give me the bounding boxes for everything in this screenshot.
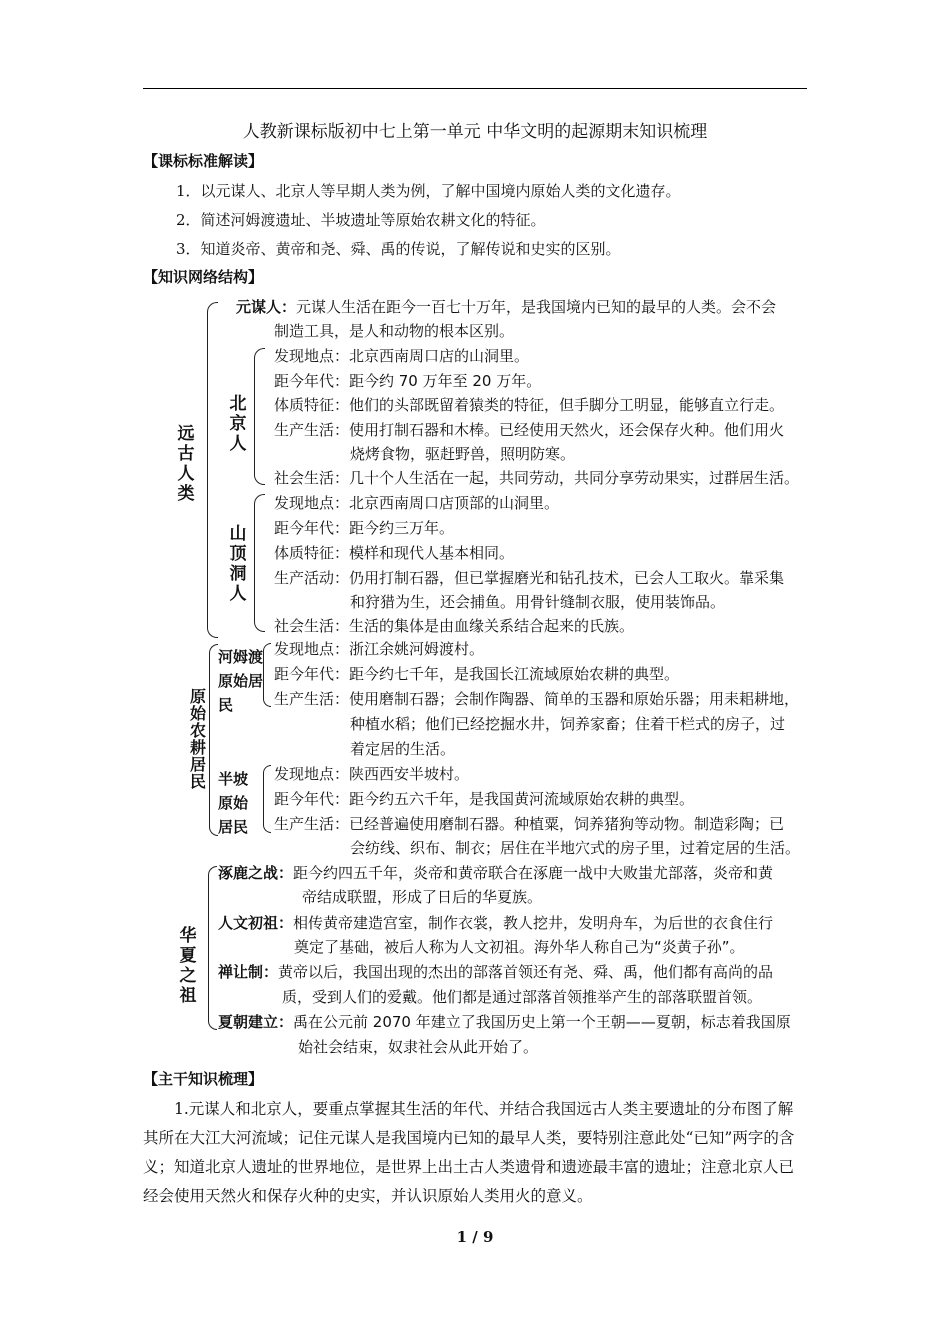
huaxia-3-line-2: 质，受到人们的爱戴。他们都是通过部落首领推举产生的部落联盟首领。 — [282, 988, 763, 1006]
brace-group-farming — [209, 644, 218, 836]
document-title: 人教新课标版初中七上第一单元 中华文明的起源期末知识梳理 — [242, 122, 708, 142]
vertical-label-char: 顶 — [229, 544, 247, 564]
beijing-row-6: 社会生活：几十个人生活在一起，共同劳动，共同分享劳动果实，过群居生活。 — [274, 469, 800, 487]
group-label-farming-residents — [188, 688, 208, 790]
vertical-label-char: 人 — [177, 464, 195, 484]
vertical-label-char: 华 — [179, 926, 197, 946]
beijing-row-3: 体质特征：他们的头部既留着猿类的特征，但手脚分工明显，能够直立行走。 — [274, 396, 785, 414]
page-number: 1 / 9 — [456, 1228, 494, 1246]
brace-hemudu — [263, 643, 271, 707]
beijing-row-5: 烧烤食物，驱赶野兽，照明防寒。 — [350, 445, 576, 463]
hemudu-row-2: 距今年代：距今约七千年，是我国长江流域原始农耕的典型。 — [274, 665, 680, 683]
vertical-label-char: 居 — [189, 755, 206, 774]
beijing-row-2: 距今年代：距今约 70 万年至 20 万年。 — [274, 372, 542, 390]
banpo-label-1: 半坡 — [218, 770, 249, 788]
hemudu-label-3: 民 — [218, 696, 234, 714]
hemudu-row-1: 发现地点：浙江余姚河姆渡村。 — [274, 640, 485, 658]
shanding-row-2: 距今年代：距今约三万年。 — [274, 519, 455, 537]
vertical-label-char: 人 — [229, 434, 247, 454]
brace-group-ancient — [207, 302, 218, 638]
vertical-label-char: 人 — [229, 584, 247, 604]
vertical-label-char: 始 — [189, 704, 206, 723]
banpo-row-2: 距今年代：距今约五六千年，是我国黄河流域原始农耕的典型。 — [274, 790, 695, 808]
standard-item-1: 1．以元谋人、北京人等早期人类为例，了解中国境内原始人类的文化遗存。 — [176, 182, 681, 200]
label-beijing-man — [228, 394, 248, 454]
huaxia-4-line-1: 夏朝建立：禹在公元前 2070 年建立了我国历史上第一个王朝——夏朝，标志着我国原 — [218, 1013, 791, 1031]
huaxia-4-line-2: 始社会结束，奴隶社会从此开始了。 — [298, 1038, 539, 1056]
hemudu-label-1: 河姆渡 — [218, 648, 264, 666]
banpo-label-2: 原始 — [218, 794, 249, 812]
brace-group-huaxia — [208, 866, 217, 1030]
huaxia-2-line-1: 人文初祖：相传黄帝建造宫室，制作衣裳，教人挖井，发明舟车，为后世的衣食住行 — [218, 914, 774, 932]
vertical-label-char: 民 — [189, 772, 206, 791]
standard-item-3: 3．知道炎帝、黄帝和尧、舜、禹的传说，了解传说和史实的区别。 — [176, 240, 621, 258]
vertical-label-char: 耕 — [189, 738, 206, 757]
banpo-row-3: 生产生活：已经普遍使用磨制石器。种植粟，饲养猪狗等动物。制造彩陶；已 — [274, 815, 785, 833]
vertical-label-char: 京 — [229, 414, 247, 434]
section-heading-network: 【知识网络结构】 — [143, 268, 264, 286]
shanding-row-1: 发现地点：北京西南周口店顶部的山洞里。 — [274, 494, 560, 512]
vertical-label-char: 洞 — [229, 564, 247, 584]
huaxia-3-line-1: 禅让制：黄帝以后，我国出现的杰出的部落首领还有尧、舜、禹，他们都有高尚的品 — [218, 963, 774, 981]
vertical-label-char: 远 — [177, 424, 195, 444]
section-heading-standards: 【课标标准解读】 — [143, 152, 264, 170]
hemudu-row-3: 生产生活：使用磨制石器；会制作陶器、简单的玉器和原始乐器；用耒耜耕地， — [274, 690, 800, 708]
brace-shanding — [254, 494, 265, 632]
brace-beijing — [254, 348, 265, 485]
vertical-label-char: 祖 — [179, 986, 197, 1006]
banpo-row-1: 发现地点：陕西西安半坡村。 — [274, 765, 470, 783]
main-knowledge-paragraph: 1.元谋人和北京人，要重点掌握其生活的年代、并结合我国远古人类主要遗址的分布图了解其所在大江大河流域；记住元谋人是我国境内已知的最早人类，要特别注意此处“已知”两字的含义；知道北京人遗址的世界地位，是世界上出土古人类遗骨和遗迹最丰富的遗址；注意北京人已经会使用天然火和保存火种的史实，并认识原始人类用火的意义。 — [143, 1100, 795, 1205]
vertical-label-char: 夏 — [179, 946, 197, 966]
group-label-ancient-humans — [176, 424, 196, 504]
shanding-row-6: 社会生活：生活的集体是由血缘关系结合起来的氏族。 — [274, 617, 635, 635]
section-heading-main-knowledge: 【主干知识梳理】 — [143, 1070, 264, 1088]
beijing-row-4: 生产生活：使用打制石器和木棒。已经使用天然火，还会保存火种。他们用火 — [274, 421, 785, 439]
vertical-label-char: 北 — [229, 394, 247, 414]
header-rule — [143, 88, 807, 89]
huaxia-1-line-2: 帝结成联盟，形成了日后的华夏族。 — [302, 888, 543, 906]
vertical-label-char: 原 — [189, 687, 206, 706]
vertical-label-char: 古 — [177, 444, 195, 464]
shanding-row-3: 体质特征：模样和现代人基本相同。 — [274, 544, 515, 562]
huaxia-2-line-2: 奠定了基础，被后人称为人文初祖。海外华人称自己为“炎黄子孙”。 — [294, 938, 745, 956]
hemudu-row-5: 着定居的生活。 — [350, 740, 456, 758]
yuanmou-line-2: 制造工具，是人和动物的根本区别。 — [274, 322, 515, 340]
shanding-row-4: 生产活动：仍用打制石器，但已掌握磨光和钻孔技术，已会人工取火。靠采集 — [274, 569, 785, 587]
yuanmou-line-1: 元谋人：元谋人生活在距今一百七十万年，是我国境内已知的最早的人类。会不会 — [236, 298, 777, 316]
banpo-label-3: 居民 — [218, 818, 249, 836]
hemudu-label-2: 原始居 — [218, 672, 264, 690]
vertical-label-char: 农 — [189, 721, 206, 740]
banpo-row-4: 会纺线、织布、制衣；居住在半地穴式的房子里，过着定居的生活。 — [350, 839, 801, 857]
vertical-label-char: 类 — [177, 484, 195, 504]
vertical-label-char: 山 — [229, 524, 247, 544]
standard-item-2: 2．简述河姆渡遗址、半坡遗址等原始农耕文化的特征。 — [176, 211, 546, 229]
vertical-label-char: 之 — [179, 966, 197, 986]
label-upper-cave-man — [228, 524, 248, 604]
hemudu-row-4: 种植水稻；他们已经挖掘水井，饲养家畜；住着干栏式的房子，过 — [350, 715, 786, 733]
brace-banpo — [263, 765, 271, 833]
huaxia-1-line-1: 涿鹿之战：距今约四五千年，炎帝和黄帝联合在涿鹿一战中大败蚩尤部落，炎帝和黄 — [218, 864, 774, 882]
group-label-huaxia-ancestors — [178, 926, 198, 1006]
beijing-row-1: 发现地点：北京西南周口店的山洞里。 — [274, 347, 530, 365]
shanding-row-5: 和狩猎为生，还会捕鱼。用骨针缝制衣服，使用装饰品。 — [350, 593, 726, 611]
